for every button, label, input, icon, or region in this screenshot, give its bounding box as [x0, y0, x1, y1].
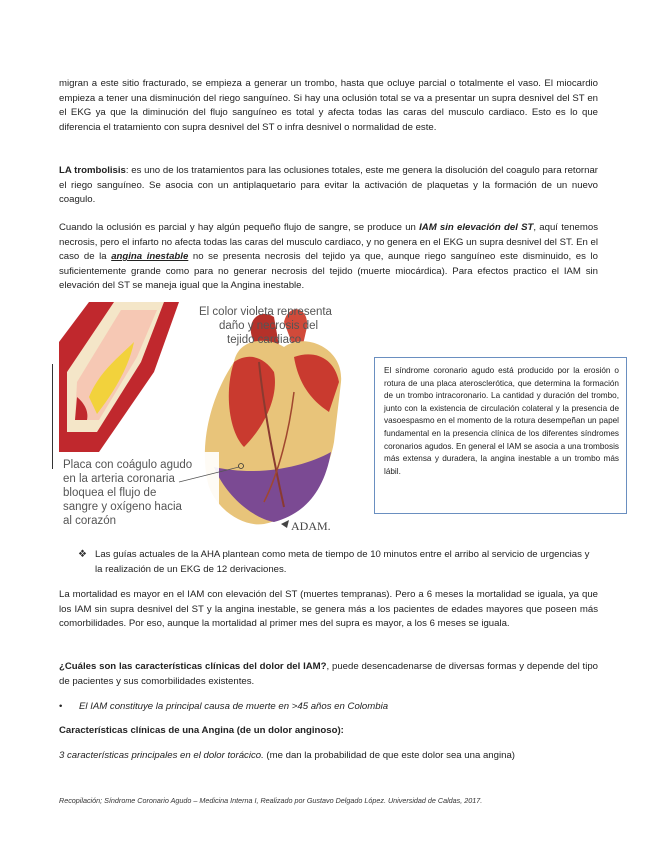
- tres-caracteristicas-text: (me dan la probabilidad de que este dolor sea una angina): [263, 750, 515, 761]
- term-trombolisis: LA trombolisis: [59, 165, 126, 176]
- caracteristicas-text: , puede desencadenarse de diversas formas y depende del tipo de pacientes y sus comorbilidades existentes.: [59, 661, 599, 687]
- term-angina-inestable: angina inestable: [111, 251, 189, 263]
- figure-label-bottom-3: bloquea el flujo de: [63, 487, 157, 499]
- figure-label-top-2: daño y necrosis del: [219, 320, 319, 332]
- figure-label-bottom-2: en la arteria coronaria: [63, 473, 175, 485]
- page-footer: Recopilación; Síndrome Coronario Agudo – Medicina Interna I, Realizado por Gustavo Delgado López. Universidad de Caldas, 2017.: [59, 796, 483, 805]
- figure-label-top-3: tejido cardiaco: [227, 334, 302, 346]
- figure-label-bottom-5: al corazón: [63, 515, 117, 527]
- adam-logo-mark-icon: [281, 520, 289, 528]
- paragraph-occlusion: migran a este sitio fracturado, se empieza a generar un trombo, hasta que ocluye parcial o totalmente el vaso. El miocardio empieza a tener una disminución del riego sanguíneo. Si hay una oclusión total se va a presentar un supra desnivel del ST en el EKG ya que la diminución del flujo sanguíneo es total y afecta todas las caras del musculo cardiaco. Esto es lo que diferencia el tratamiento con supra desnivel del ST o infra desnivel o normalidad de este.: [59, 78, 598, 133]
- question-caracteristicas: ¿Cuáles son las características clínicas del dolor del IAM?: [59, 661, 327, 672]
- term-iam-sin-elevacion: IAM sin elevación del ST: [419, 222, 534, 233]
- p3-text-1: Cuando la oclusión es parcial y hay algún pequeño flujo de sangre, se produce un: [59, 222, 420, 233]
- callout-box: [374, 357, 627, 514]
- paragraph-iam-sin-elevacion: [59, 221, 598, 294]
- paragraph-trombolisis: [59, 164, 598, 208]
- heading-angina: Características clínicas de una Angina (de un dolor anginoso):: [59, 725, 344, 736]
- paragraph-caracteristicas-iam: [59, 660, 598, 689]
- adam-logo: ADAM.: [291, 519, 331, 533]
- figure-label-bottom-1: Placa con coágulo agudo: [63, 459, 193, 471]
- figure-label-top-1: El color violeta representa: [199, 306, 332, 318]
- diamond-bullet-icon: ❖: [78, 549, 87, 560]
- bullet-iam-text: El IAM constituye la principal causa de muerte en >45 años en Colombia: [79, 701, 389, 712]
- dot-bullet-icon: •: [59, 701, 63, 712]
- p3-text-2: , aquí tenemos necrosis, pero el infarto no afecta todas las caras del musculo cardiaco, y no genera en el EKG un supra desnivel del ST. En el caso de la: [59, 222, 598, 263]
- paragraph-tres-caracteristicas: [59, 749, 598, 764]
- p3-text-3: no se presenta necrosis del tejido ya que, aunque riego sanguíneo este disminuido, es lo suficientemente grande como para no generar necrosis del tejido (muerte miocárdica). Para efectos practico el IAM sin elevación del ST se maneja igual que la Angina inestable.: [59, 251, 599, 292]
- paragraph-mortalidad: La mortalidad es mayor en el IAM con elevación del ST (muertes tempranas). Pero a 6 meses la mortalidad se iguala, ya que los IAM sin supra desnivel del ST y la angina inestable, se genera más a los pacientes de edades mayores que poseen más comorbilidades. Por eso, aunque la mortalidad al primer mes del supra es mayor, a los 6 meses se iguala.: [59, 589, 598, 630]
- bullet-aha-guidelines: [78, 548, 598, 577]
- figure-label-bottom-4: sangre y oxígeno hacia: [63, 501, 182, 513]
- heart-illustration-svg: [59, 302, 349, 534]
- heart-illustration: [59, 302, 349, 534]
- callout-text: El síndrome coronario agudo está producido por la erosión o rotura de una placa aterosclerótica, que determina la formación de un trombo intracoronario. La cantidad y duración del trombo, junto con la existencia de circulación colateral y la presencia de vasoespasmo en el momento de la rotura desempeñan un papel fundamental en la presencia clínica de los diferentes síndromes coronarios agudos. En general el IAM se asocia a una trombosis más extensa y duradera, la angina inestable a un trombo más lábil.: [384, 366, 619, 476]
- bullet-aha-text: Las guías actuales de la AHA plantean como meta de tiempo de 10 minutos entre el arribo al servicio de urgencias y la realización de un EKG de 12 derivaciones.: [95, 549, 590, 575]
- tres-caracteristicas-italic: 3 características principales en el dolor torácico.: [59, 750, 264, 761]
- bullet-iam-causa: [59, 700, 579, 715]
- trombolisis-text: : es uno de los tratamientos para las oclusiones totales, este me genera la disolución del coagulo para retornar el riego sanguíneo. Se asocia con un antiplaquetario para evitar la activación de plaquetas y la formación de un nuevo coagulo.: [59, 165, 598, 206]
- artery-section: [59, 302, 179, 452]
- left-margin-bar: [52, 364, 53, 469]
